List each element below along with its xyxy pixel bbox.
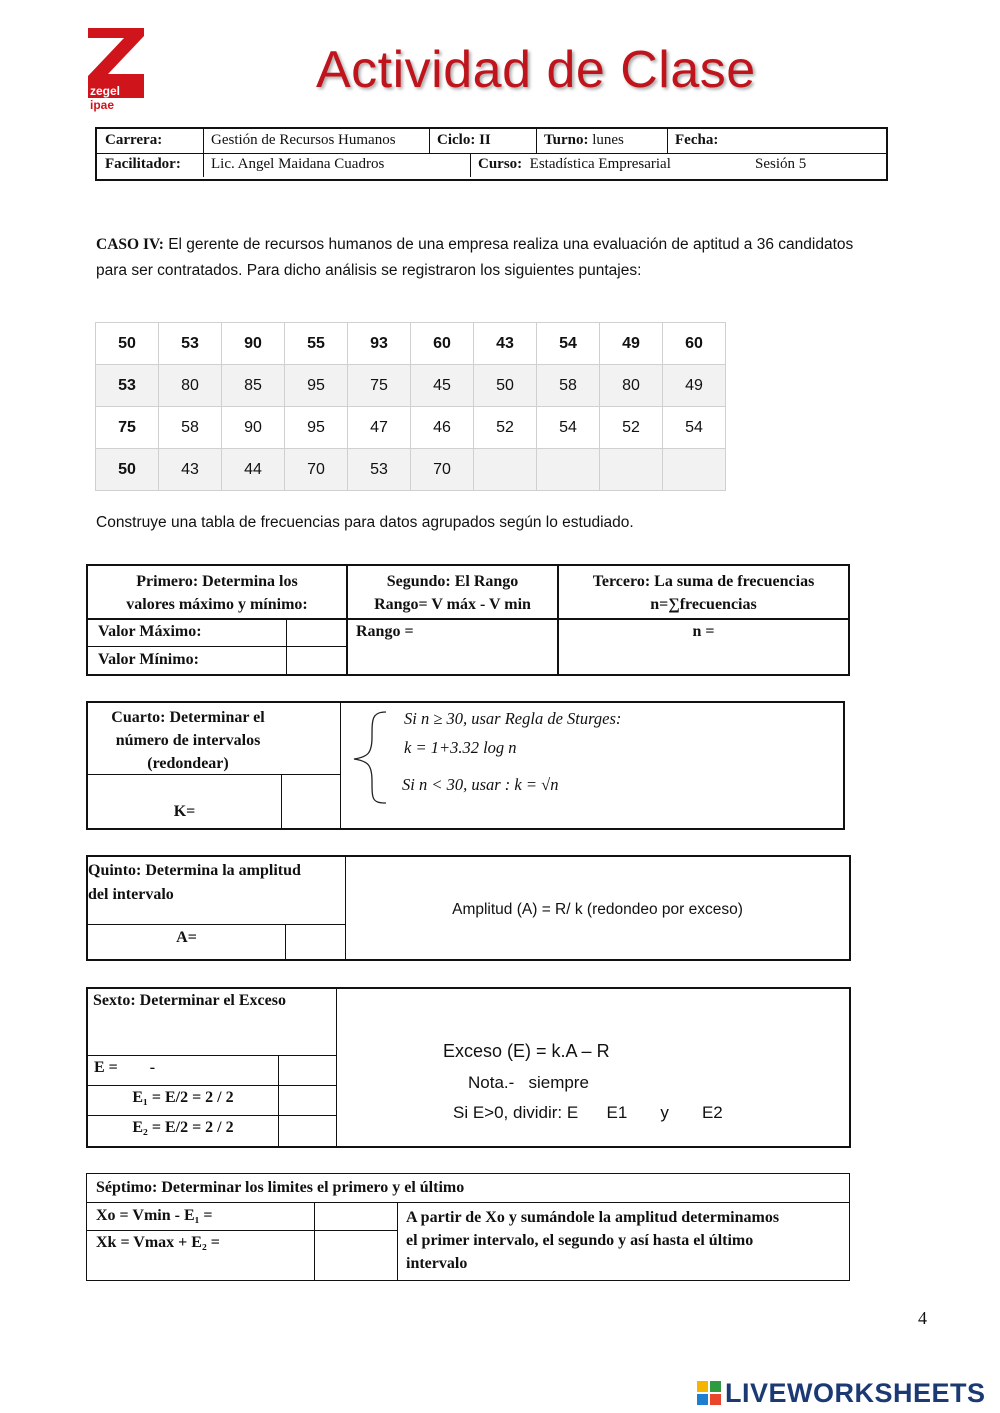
a-input[interactable] — [286, 925, 344, 959]
exceso-formula: Exceso (E) = k.A – R — [443, 1041, 610, 1061]
step5-table — [86, 855, 851, 961]
score-cell — [600, 449, 663, 491]
valor-minimo-input[interactable] — [287, 647, 345, 674]
facilitador-value: Lic. Angel Maidana Cuadros — [211, 156, 385, 172]
score-cell: 95 — [285, 407, 348, 449]
scores-row — [96, 449, 726, 491]
k-input[interactable] — [282, 775, 339, 828]
caso-label: CASO IV: — [96, 236, 164, 253]
score-cell: 54 — [537, 407, 600, 449]
xk-label: Xk = Vmax + E₂ = — [96, 1234, 220, 1251]
score-cell — [474, 449, 537, 491]
step6-table — [86, 987, 851, 1148]
score-cell — [537, 449, 600, 491]
header-table — [95, 127, 888, 181]
score-cell: 43 — [474, 323, 537, 365]
step6-heading: Sexto: Determinar el Exceso — [93, 992, 286, 1009]
score-cell: 60 — [411, 323, 474, 365]
curso-field: Curso: Estadística Empresarial — [478, 156, 671, 172]
score-cell: 52 — [474, 407, 537, 449]
score-cell: 47 — [348, 407, 411, 449]
scores-row — [96, 407, 726, 449]
e2-label: E₂ = E/2 = 2 / 2 — [132, 1119, 234, 1136]
score-cell: 90 — [222, 407, 285, 449]
xo-label: Xo = Vmin - E₁ = — [96, 1207, 213, 1224]
si-dividir-text: Si E>0, dividir: E E1 y E2 — [453, 1103, 723, 1122]
rango-input[interactable] — [418, 620, 556, 674]
xk-input[interactable] — [315, 1231, 397, 1280]
step1-3-table — [86, 564, 850, 676]
caso-description — [96, 232, 936, 284]
scores-row — [96, 323, 726, 365]
logo-z-mark — [88, 28, 146, 112]
score-cell: 80 — [159, 365, 222, 407]
score-cell: 90 — [222, 323, 285, 365]
header-row-2 — [97, 153, 886, 177]
score-cell: 50 — [96, 323, 159, 365]
score-cell: 58 — [159, 407, 222, 449]
amplitud-formula: Amplitud (A) = R/ k (redondeo por exceso) — [452, 901, 743, 918]
step3-heading: Tercero: La suma de frecuencias n=∑frecuencias — [592, 573, 815, 613]
scores-table — [95, 322, 726, 491]
score-cell: 53 — [159, 323, 222, 365]
score-cell: 75 — [96, 407, 159, 449]
score-cell: 70 — [411, 449, 474, 491]
score-cell: 45 — [411, 365, 474, 407]
step5-heading: Quinto: Determina la amplitud del intervalo — [88, 862, 301, 903]
sturges-formula: k = 1+3.32 log n — [404, 738, 517, 757]
e1-input[interactable] — [279, 1086, 335, 1115]
step4-table — [86, 701, 845, 830]
liveworksheets-text: LIVEWORKSHEETS — [725, 1378, 986, 1408]
score-cell: 53 — [96, 365, 159, 407]
n-input[interactable] — [648, 644, 846, 674]
facilitador-label: Facilitador: — [105, 156, 181, 172]
sesion-field: Sesión 5 — [755, 156, 807, 172]
score-cell: 43 — [159, 449, 222, 491]
step7-table — [86, 1173, 850, 1281]
caso-line-1: El gerente de recursos humanos de una empresa realiza una evaluación de aptitud a 36 candidatos — [168, 236, 854, 253]
step4-heading: Cuarto: Determinar el número de intervalos (redondear) — [111, 709, 265, 772]
liveworksheets-watermark — [697, 1378, 986, 1409]
logo-text-top: zegel — [90, 84, 121, 98]
score-cell: 54 — [663, 407, 726, 449]
score-cell: 54 — [537, 323, 600, 365]
sqrt-condition: Si n < 30, usar : k = √n — [402, 775, 559, 794]
page-title: Actividad de Clase — [316, 41, 756, 99]
xo-input[interactable] — [315, 1203, 397, 1230]
liveworksheets-logo-icon — [697, 1381, 721, 1405]
page-number: 4 — [918, 1308, 927, 1328]
score-cell: 95 — [285, 365, 348, 407]
step7-description: A partir de Xo y sumándole la amplitud determinamos el primer intervalo, el segundo y así hasta el último intervalo — [406, 1209, 780, 1272]
turno-field: Turno: lunes — [544, 132, 624, 148]
score-cell: 70 — [285, 449, 348, 491]
sturges-condition: Si n ≥ 30, usar Regla de Sturges: — [404, 709, 622, 728]
caso-line-2: para ser contratados. Para dicho análisis se registraron los siguientes puntajes: — [96, 262, 642, 279]
score-cell: 46 — [411, 407, 474, 449]
score-cell — [663, 449, 726, 491]
score-cell: 53 — [348, 449, 411, 491]
e2-input[interactable] — [279, 1116, 335, 1146]
instruction-text: Construye una tabla de frecuencias para datos agrupados según lo estudiado. — [96, 514, 634, 531]
fecha-field[interactable]: Fecha: — [675, 132, 719, 148]
score-cell: 58 — [537, 365, 600, 407]
score-cell: 49 — [600, 323, 663, 365]
score-cell: 55 — [285, 323, 348, 365]
e-input[interactable] — [279, 1056, 335, 1085]
score-cell: 49 — [663, 365, 726, 407]
ciclo-field: Ciclo: II — [437, 132, 491, 148]
valor-maximo-input[interactable] — [287, 620, 345, 645]
score-cell: 60 — [663, 323, 726, 365]
score-cell: 85 — [222, 365, 285, 407]
score-cell: 52 — [600, 407, 663, 449]
e1-label: E₁ = E/2 = 2 / 2 — [132, 1089, 234, 1106]
k-label: K= — [173, 803, 196, 820]
score-cell: 93 — [348, 323, 411, 365]
valor-minimo-label: Valor Mínimo: — [98, 651, 199, 668]
n-label: n = — [692, 623, 715, 640]
rango-label: Rango = — [356, 623, 414, 640]
score-cell: 50 — [96, 449, 159, 491]
nota-text: Nota.- siempre — [468, 1073, 589, 1092]
carrera-value: Gestión de Recursos Humanos — [211, 132, 396, 148]
header-row-1 — [97, 129, 886, 153]
left-brace-icon — [350, 709, 390, 805]
zegel-ipae-logo — [88, 28, 146, 112]
step7-heading: Séptimo: Determinar los limites el primero y el último — [96, 1179, 465, 1196]
valor-maximo-label: Valor Máximo: — [98, 623, 202, 640]
a-label: A= — [176, 929, 197, 946]
step1-heading: Primero: Determina los valores máximo y mínimo: — [126, 573, 308, 613]
e-label: E = - — [94, 1059, 156, 1076]
step2-heading: Segundo: El Rango Rango= V máx - V min — [374, 573, 531, 613]
score-cell: 44 — [222, 449, 285, 491]
logo-text-bottom: ipae — [90, 98, 115, 112]
scores-row — [96, 365, 726, 407]
score-cell: 80 — [600, 365, 663, 407]
carrera-label: Carrera: — [105, 132, 163, 148]
score-cell: 50 — [474, 365, 537, 407]
score-cell: 75 — [348, 365, 411, 407]
